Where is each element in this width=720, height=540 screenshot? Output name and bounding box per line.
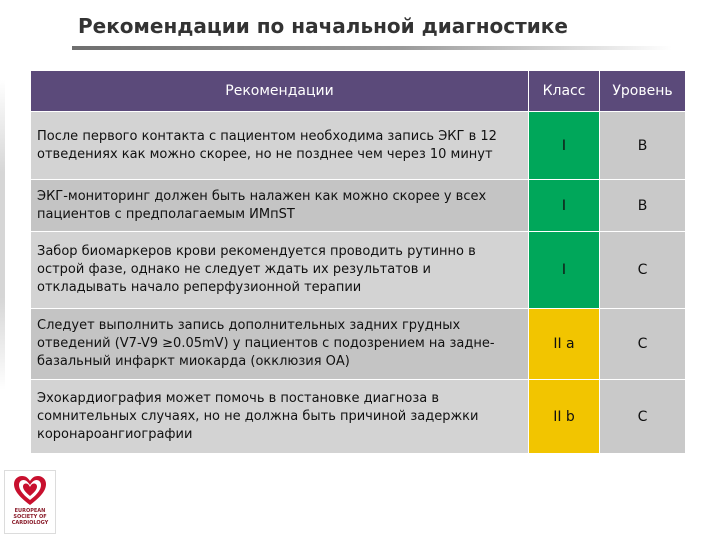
row-level: C [600,380,686,454]
row-text: После первого контакта с пациентом необходима запись ЭКГ в 12 отведениях как можно скорее, но не позднее чем через 10 минут [31,112,529,180]
row-text: Забор биомаркеров крови рекомендуется проводить рутинно в острой фазе, однако не следует ждать их результатов и откладывать начало реперфузионной терапии [31,232,529,309]
header-level: Уровень [600,71,686,112]
table-row [31,180,686,232]
row-class: II b [529,380,600,454]
row-level: B [600,112,686,180]
header-recommendations: Рекомендации [31,71,529,112]
recommendations-table [30,70,686,454]
table-row [31,112,686,180]
row-level: C [600,232,686,309]
table-row [31,380,686,454]
table-row [31,309,686,380]
row-text: Следует выполнить запись дополнительных задних грудных отведений (V7-V9 ≥0.05mV) у пациентов с подозрением на задне-базальный инфаркт миокарда (окклюзия ОА) [31,309,529,380]
row-class: I [529,232,600,309]
logo-text: EUROPEAN SOCIETY OF CARDIOLOGY [11,508,49,526]
title-block [72,14,632,50]
esc-logo [4,470,56,534]
row-level: C [600,309,686,380]
row-class: I [529,180,600,232]
title-underline [72,46,672,50]
heart-logo-icon [12,474,48,508]
row-level: B [600,180,686,232]
side-decoration [0,80,5,390]
table-row [31,232,686,309]
row-text: ЭКГ-мониторинг должен быть налажен как можно скорее у всех пациентов с предполагаемым ИМпST [31,180,529,232]
row-class: II a [529,309,600,380]
table-header-row [31,71,686,112]
header-class: Класс [529,71,600,112]
row-class: I [529,112,600,180]
row-text: Эхокардиография может помочь в постановке диагноза в сомнительных случаях, но не должна быть причиной задержки коронароангиографии [31,380,529,454]
page-title: Рекомендации по начальной диагностике [78,14,568,38]
